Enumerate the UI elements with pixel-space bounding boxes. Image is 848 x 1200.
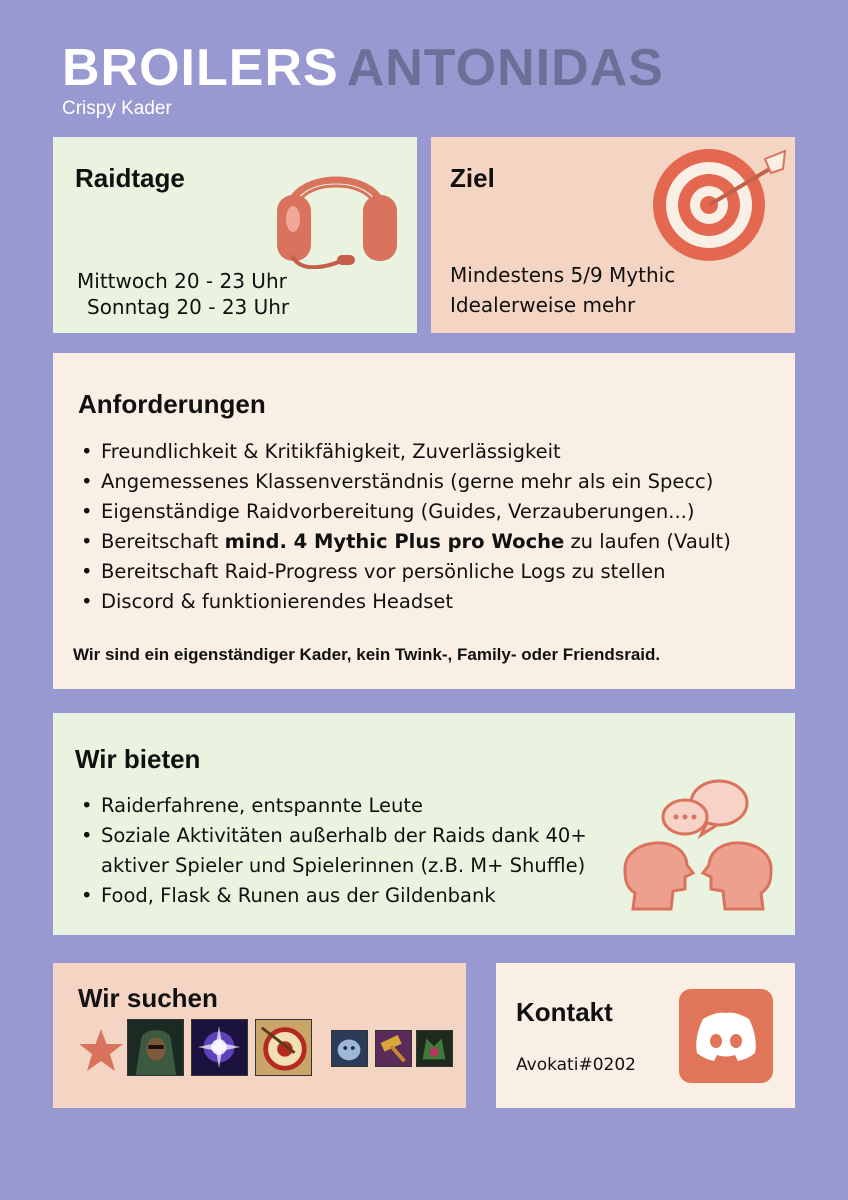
list-item: • Raiderfahrene, entspannte Leute <box>79 791 599 821</box>
rogue-class-icon <box>127 1019 184 1076</box>
raidtage-line-1: Mittwoch 20 - 23 Uhr <box>77 269 287 293</box>
title-realm-name: ANTONIDAS <box>346 39 664 97</box>
discord-handle[interactable]: Avokati#0202 <box>516 1055 636 1075</box>
ziel-line-2: Idealerweise mehr <box>450 293 636 317</box>
page-subtitle: Crispy Kader <box>62 98 172 119</box>
list-item: • Freundlichkeit & Kritikfähigkeit, Zuverlässigkeit <box>79 437 731 467</box>
conversation-icon <box>619 773 777 913</box>
ziel-card <box>431 137 795 333</box>
discord-icon[interactable] <box>679 989 773 1083</box>
suchen-heading: Wir suchen <box>78 983 218 1013</box>
list-item: • Bereitschaft Raid-Progress vor persönliche Logs zu stellen <box>79 557 731 587</box>
star-icon <box>79 1029 123 1071</box>
anforderungen-card <box>53 353 795 689</box>
anforderungen-heading: Anforderungen <box>78 389 266 419</box>
raidtage-heading: Raidtage <box>75 163 185 193</box>
page-title <box>62 40 664 96</box>
anforderungen-note: Wir sind ein eigenständiger Kader, kein Twink-, Family- oder Friendsraid. <box>73 645 661 664</box>
item-text: Bereitschaft <box>101 530 225 553</box>
bieten-heading: Wir bieten <box>75 744 201 774</box>
list-item: • Angemessenes Klassenverständnis (gerne mehr als ein Specc) <box>79 467 731 497</box>
paladin-hammer-icon <box>375 1030 412 1067</box>
shadow-demon-icon <box>416 1030 453 1067</box>
list-item: • Eigenständige Raidvorbereitung (Guides, Verzauberungen...) <box>79 497 731 527</box>
title-guild-name: BROILERS <box>62 39 339 97</box>
bieten-card <box>53 713 795 935</box>
ziel-line-1: Mindestens 5/9 Mythic <box>450 263 676 287</box>
bieten-list <box>79 791 599 911</box>
raidtage-card <box>53 137 417 333</box>
list-item: • Discord & funktionierendes Headset <box>79 587 731 617</box>
raidtage-line-2: Sonntag 20 - 23 Uhr <box>87 295 290 319</box>
item-text-bold: mind. 4 Mythic Plus pro Woche <box>224 530 565 553</box>
target-icon <box>647 143 793 261</box>
arcane-spell-icon <box>191 1019 248 1076</box>
list-item: • Food, Flask & Runen aus der Gildenbank <box>79 881 599 911</box>
list-item: • Soziale Aktivitäten außerhalb der Raids dank 40+ aktiver Spieler und Spielerinnen (z.B. M+ Shuffle) <box>79 821 599 881</box>
page-header <box>62 40 664 120</box>
kontakt-card <box>496 963 795 1108</box>
hunter-target-icon <box>255 1019 312 1076</box>
frost-creature-icon <box>331 1030 368 1067</box>
item-text: zu laufen (Vault) <box>564 530 731 553</box>
headset-icon <box>271 147 401 269</box>
ziel-heading: Ziel <box>450 163 495 193</box>
suchen-card <box>53 963 466 1108</box>
anforderungen-list <box>79 437 731 617</box>
list-item <box>79 527 731 557</box>
kontakt-heading: Kontakt <box>516 997 613 1027</box>
